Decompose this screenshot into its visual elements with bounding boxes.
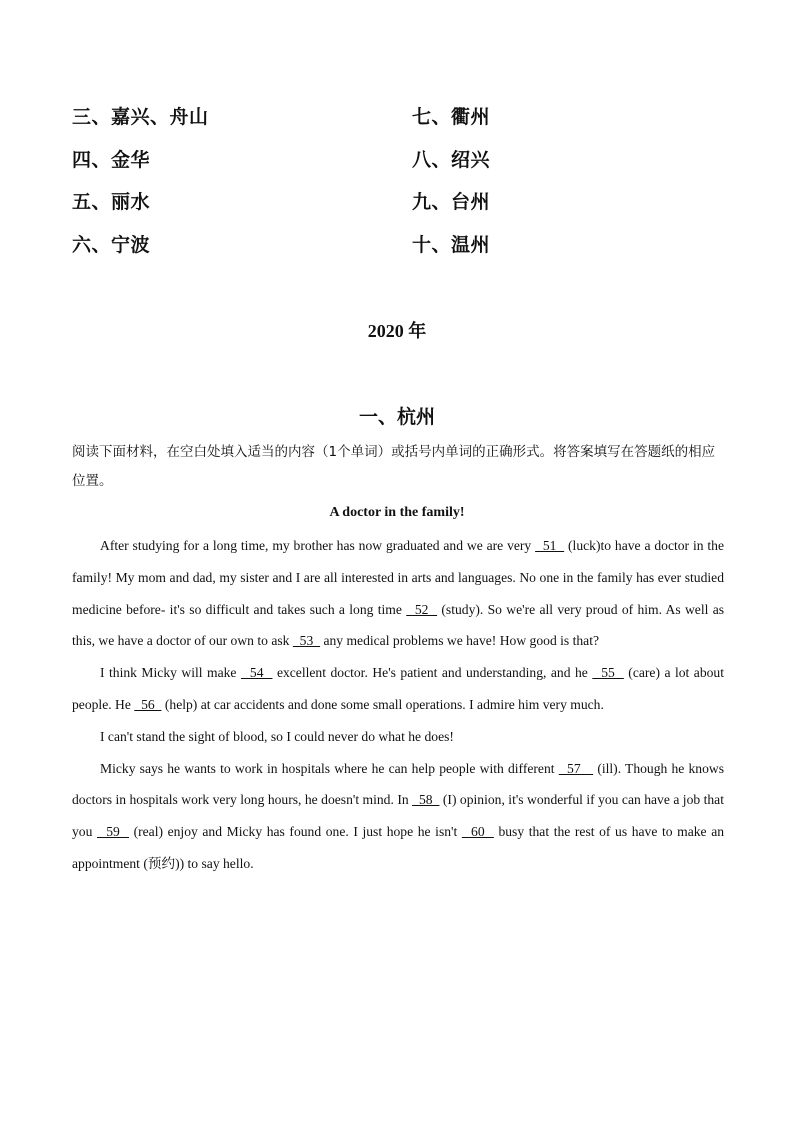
answer-blank: 59 bbox=[97, 824, 129, 840]
passage-text: (I) opinion, it's wonderful if you can have a job that you bbox=[72, 792, 724, 840]
region-item: 三、嘉兴、舟山 bbox=[72, 106, 209, 128]
passage-text: excellent doctor. He's patient and understanding, and he bbox=[272, 665, 593, 681]
region-item: 八、绍兴 bbox=[412, 148, 491, 171]
region-row bbox=[72, 187, 732, 230]
passage-text: busy that the rest of us have to make an appointment (预约)) to say hello. bbox=[72, 824, 725, 871]
passage-text: (real) enjoy and Micky has found one. I just hope he isn't bbox=[128, 824, 462, 840]
region-list bbox=[72, 102, 732, 272]
region-item: 五、丽水 bbox=[72, 191, 151, 213]
answer-blank: 54 bbox=[240, 665, 273, 681]
paragraph bbox=[72, 657, 724, 721]
paragraph bbox=[72, 721, 724, 753]
answer-blank: 58 bbox=[412, 792, 440, 808]
passage bbox=[72, 530, 724, 880]
passage-title: A doctor in the family! bbox=[329, 505, 465, 520]
paragraph bbox=[72, 753, 724, 880]
answer-blank: 52 bbox=[406, 601, 438, 617]
answer-blank: 56 bbox=[134, 696, 162, 712]
answer-blank: 60 bbox=[461, 824, 494, 840]
year-heading: 2020 年 bbox=[367, 321, 427, 341]
passage-text: any medical problems we have! How good is that? bbox=[320, 633, 600, 649]
instruction-text: 阅读下面材料，在空白处填入适当的内容（1个单词）或括号内单词的正确形式。将答案填写在答题纸的相应位置。 bbox=[72, 444, 716, 489]
region-item: 七、衢州 bbox=[412, 106, 491, 128]
passage-text: I think Micky will make bbox=[100, 665, 241, 681]
passage-text: (care) a lot about people. He bbox=[72, 665, 724, 712]
region-row bbox=[72, 145, 732, 188]
region-item: 十、温州 bbox=[412, 233, 491, 256]
passage-text: I can't stand the sight of blood, so I could never do what he does! bbox=[100, 728, 454, 744]
passage-text: Micky says he wants to work in hospitals where he can help people with different bbox=[100, 760, 559, 776]
region-item: 四、金华 bbox=[72, 148, 151, 171]
answer-blank: 53 bbox=[292, 633, 321, 649]
city-heading: 一、杭州 bbox=[358, 406, 435, 428]
region-item: 九、台州 bbox=[412, 191, 491, 213]
passage-text: (luck)to have a doctor in the family! My mom and dad, my sister and I are all interested in arts and languages. No one in the family has ever studied medicine before- it's so difficult and takes such a long time bbox=[72, 538, 724, 617]
answer-blank: 51 bbox=[535, 538, 565, 553]
passage-text: After studying for a long time, my brother has now graduated and we are very bbox=[100, 538, 536, 553]
region-item: 六、宁波 bbox=[72, 233, 151, 256]
passage-text: (study). So we're all very proud of him. As well as this, we have a doctor of our own to ask bbox=[72, 601, 725, 649]
answer-blank: 57 bbox=[558, 760, 594, 776]
paragraph bbox=[72, 530, 724, 657]
passage-text: (ill). Though he knows doctors in hospitals work very long hours, he doesn't mind. In bbox=[72, 760, 724, 808]
region-row bbox=[72, 230, 732, 273]
passage-text: (help) at car accidents and done some small operations. I admire him very much. bbox=[161, 696, 604, 712]
region-row bbox=[72, 102, 732, 145]
answer-blank: 55 bbox=[592, 665, 624, 681]
